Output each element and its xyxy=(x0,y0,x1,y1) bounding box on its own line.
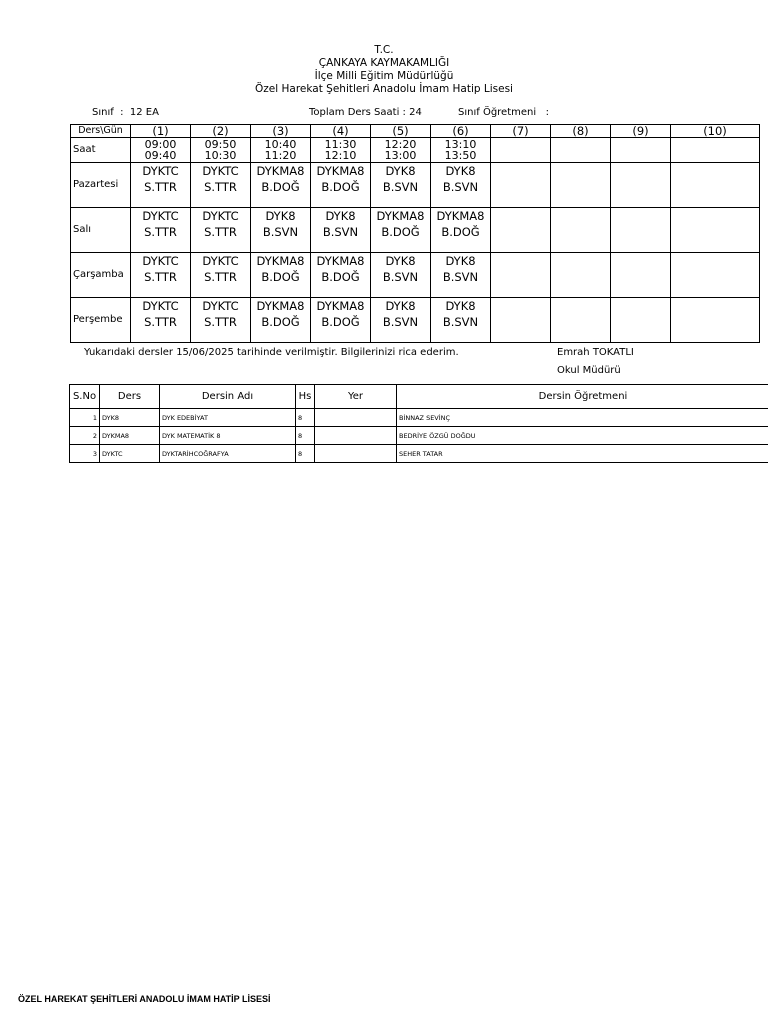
lesson-cell xyxy=(131,163,191,208)
class-info: Sınıf : 12 EA xyxy=(92,107,159,118)
lesson-cell xyxy=(551,208,611,253)
lesson-teacher: B.DOĞ xyxy=(261,180,300,194)
row-sno: 2 xyxy=(70,427,100,445)
row-name: DYK MATEMATİK 8 xyxy=(160,427,296,445)
time-end: 13:50 xyxy=(444,149,477,162)
lesson-teacher: B.DOĞ xyxy=(321,315,360,329)
class-teacher-label: Sınıf Öğretmeni xyxy=(458,107,537,118)
row-hours: 8 xyxy=(296,409,315,427)
lesson-code: DYKMA8 xyxy=(316,299,365,313)
period-header: (5) xyxy=(371,125,431,138)
row-hours: 8 xyxy=(296,427,315,445)
lesson-teacher: B.SVN xyxy=(442,180,479,194)
lesson-cell xyxy=(371,253,431,298)
lesson-cell xyxy=(611,163,671,208)
time-cell xyxy=(431,138,491,163)
time-start: 12:20 xyxy=(384,137,417,151)
lesson-code: DYKMA8 xyxy=(436,209,485,223)
lesson-cell xyxy=(491,163,551,208)
lesson-cell xyxy=(551,253,611,298)
header-line-1: T.C. xyxy=(374,44,394,56)
table-row xyxy=(70,427,768,445)
time-cell xyxy=(611,138,671,163)
lesson-cell xyxy=(251,208,311,253)
lesson-cell xyxy=(611,208,671,253)
class-teacher: Sınıf Öğretmeni : xyxy=(458,107,550,118)
lesson-cell xyxy=(671,253,760,298)
lesson-code: DYKTC xyxy=(142,299,179,313)
time-row xyxy=(71,138,760,163)
header-line-4: Özel Harekat Şehitleri Anadolu İmam Hatip Lisesi xyxy=(255,83,513,95)
lesson-cell xyxy=(311,253,371,298)
time-end: 13:00 xyxy=(384,149,417,162)
time-cell xyxy=(311,138,371,163)
col-hours: Hs xyxy=(296,385,315,409)
lesson-cell xyxy=(191,208,251,253)
lesson-code: DYK8 xyxy=(445,299,476,313)
lesson-cell xyxy=(491,208,551,253)
lesson-teacher: S.TTR xyxy=(144,225,177,239)
period-header: (9) xyxy=(611,125,671,138)
lesson-cell xyxy=(191,163,251,208)
col-code: Ders xyxy=(100,385,160,409)
row-place xyxy=(315,409,397,427)
lesson-teacher: B.SVN xyxy=(322,225,359,239)
time-start: 09:00 xyxy=(144,137,177,151)
time-cell xyxy=(671,138,760,163)
time-start: 10:40 xyxy=(264,137,297,151)
lesson-code: DYK8 xyxy=(385,254,416,268)
lesson-teacher: S.TTR xyxy=(144,270,177,284)
document-header xyxy=(0,44,768,96)
lesson-cell xyxy=(131,208,191,253)
lesson-cell xyxy=(191,253,251,298)
time-cell xyxy=(131,138,191,163)
lesson-cell xyxy=(671,208,760,253)
lesson-code: DYKTC xyxy=(202,299,239,313)
table-row xyxy=(70,409,768,427)
time-cell xyxy=(491,138,551,163)
day-row xyxy=(71,163,760,208)
lesson-cell xyxy=(431,253,491,298)
lesson-teacher: S.TTR xyxy=(204,270,237,284)
lesson-list-header xyxy=(70,385,768,409)
lesson-teacher: B.DOĞ xyxy=(321,270,360,284)
period-header: (3) xyxy=(251,125,311,138)
lesson-code: DYKTC xyxy=(142,254,179,268)
period-header: (7) xyxy=(491,125,551,138)
lesson-code: DYK8 xyxy=(265,209,296,223)
lesson-code: DYKTC xyxy=(142,164,179,178)
day-row xyxy=(71,253,760,298)
row-name: DYK EDEBİYAT xyxy=(160,409,296,427)
total-hours: Toplam Ders Saati : 24 xyxy=(309,107,422,118)
lesson-teacher: B.SVN xyxy=(382,180,419,194)
lesson-teacher: B.SVN xyxy=(442,270,479,284)
lesson-code: DYKMA8 xyxy=(256,164,305,178)
time-start: 13:10 xyxy=(444,137,477,151)
lesson-teacher: B.SVN xyxy=(262,225,299,239)
footer-school-name: ÖZEL HAREKAT ŞEHİTLERİ ANADOLU İMAM HATİP LİSESİ xyxy=(18,994,271,1004)
time-end: 11:20 xyxy=(264,149,297,162)
lesson-cell xyxy=(491,253,551,298)
lesson-cell xyxy=(491,298,551,343)
row-sno: 1 xyxy=(70,409,100,427)
row-hours: 8 xyxy=(296,445,315,463)
row-place xyxy=(315,445,397,463)
corner-label: Ders\Gün xyxy=(71,125,131,138)
lesson-code: DYKMA8 xyxy=(316,164,365,178)
signer-name: Emrah TOKATLI xyxy=(557,347,634,358)
lesson-cell xyxy=(191,298,251,343)
lesson-teacher: S.TTR xyxy=(144,315,177,329)
signer-title: Okul Müdürü xyxy=(557,365,621,376)
lesson-cell xyxy=(251,298,311,343)
lesson-code: DYKMA8 xyxy=(256,299,305,313)
lesson-teacher: B.DOĞ xyxy=(441,225,480,239)
lesson-cell xyxy=(311,298,371,343)
lesson-code: DYKMA8 xyxy=(256,254,305,268)
time-end: 09:40 xyxy=(144,149,177,162)
col-teacher: Dersin Öğretmeni xyxy=(397,385,768,409)
lesson-cell xyxy=(131,298,191,343)
lesson-cell xyxy=(251,253,311,298)
lesson-teacher: B.DOĞ xyxy=(261,315,300,329)
lesson-code: DYKMA8 xyxy=(376,209,425,223)
lesson-code: DYK8 xyxy=(385,164,416,178)
total-hours-label: Toplam Ders Saati xyxy=(309,107,400,118)
lesson-teacher: S.TTR xyxy=(144,180,177,194)
lesson-teacher: B.SVN xyxy=(382,270,419,284)
class-label: Sınıf xyxy=(92,107,114,118)
lesson-cell xyxy=(251,163,311,208)
lesson-code: DYK8 xyxy=(325,209,356,223)
lesson-teacher: S.TTR xyxy=(204,225,237,239)
lesson-cell xyxy=(671,298,760,343)
lesson-cell xyxy=(611,253,671,298)
row-teacher: SEHER TATAR xyxy=(397,445,768,463)
lesson-cell xyxy=(431,208,491,253)
lesson-teacher: B.DOĞ xyxy=(381,225,420,239)
period-header: (6) xyxy=(431,125,491,138)
row-sno: 3 xyxy=(70,445,100,463)
time-label: Saat xyxy=(71,138,131,163)
lesson-cell xyxy=(371,208,431,253)
col-name: Dersin Adı xyxy=(160,385,296,409)
day-label: Çarşamba xyxy=(71,253,131,298)
row-place xyxy=(315,427,397,445)
time-start: 11:30 xyxy=(324,137,357,151)
header-line-2: ÇANKAYA KAYMAKAMLIĞI xyxy=(318,57,450,69)
col-place: Yer xyxy=(315,385,397,409)
lesson-code: DYK8 xyxy=(445,254,476,268)
day-label: Pazartesi xyxy=(71,163,131,208)
row-teacher: BİNNAZ SEVİNÇ xyxy=(397,409,768,427)
lesson-cell xyxy=(311,208,371,253)
row-code: DYKMA8 xyxy=(100,427,160,445)
time-cell xyxy=(371,138,431,163)
lesson-code: DYKTC xyxy=(202,254,239,268)
row-code: DYKTC xyxy=(100,445,160,463)
time-end: 10:30 xyxy=(204,149,237,162)
time-end: 12:10 xyxy=(324,149,357,162)
day-label: Salı xyxy=(71,208,131,253)
lesson-cell xyxy=(431,298,491,343)
time-start: 09:50 xyxy=(204,137,237,151)
period-header: (2) xyxy=(191,125,251,138)
lesson-code: DYK8 xyxy=(385,299,416,313)
day-row xyxy=(71,208,760,253)
lesson-list-table xyxy=(69,384,768,463)
period-header: (4) xyxy=(311,125,371,138)
day-row xyxy=(71,298,760,343)
row-code: DYK8 xyxy=(100,409,160,427)
issue-note: Yukarıdaki dersler 15/06/2025 tarihinde verilmiştir. Bilgilerinizi rica ederim. xyxy=(84,347,459,358)
lesson-teacher: B.DOĞ xyxy=(321,180,360,194)
lesson-cell xyxy=(551,163,611,208)
lesson-code: DYKMA8 xyxy=(316,254,365,268)
time-cell xyxy=(191,138,251,163)
lesson-teacher: S.TTR xyxy=(204,315,237,329)
total-hours-value: 24 xyxy=(409,107,422,118)
lesson-code: DYK8 xyxy=(445,164,476,178)
lesson-code: DYKTC xyxy=(142,209,179,223)
lesson-code: DYKTC xyxy=(202,209,239,223)
lesson-cell xyxy=(551,298,611,343)
col-sno: S.No xyxy=(70,385,100,409)
lesson-cell xyxy=(371,298,431,343)
period-header: (10) xyxy=(671,125,760,138)
table-row xyxy=(70,445,768,463)
lesson-cell xyxy=(671,163,760,208)
lesson-cell xyxy=(431,163,491,208)
day-label: Perşembe xyxy=(71,298,131,343)
period-header: (8) xyxy=(551,125,611,138)
lesson-cell xyxy=(611,298,671,343)
time-cell xyxy=(551,138,611,163)
lesson-cell xyxy=(131,253,191,298)
lesson-teacher: B.SVN xyxy=(442,315,479,329)
lesson-cell xyxy=(371,163,431,208)
class-value: 12 EA xyxy=(129,107,159,118)
row-teacher: BEDRİYE ÖZGÜ DOĞDU xyxy=(397,427,768,445)
header-line-3: İlçe Milli Eğitim Müdürlüğü xyxy=(314,70,454,82)
period-header: (1) xyxy=(131,125,191,138)
schedule-table xyxy=(70,124,760,343)
row-name: DYKTARİHCOĞRAFYA xyxy=(160,445,296,463)
lesson-teacher: B.DOĞ xyxy=(261,270,300,284)
lesson-teacher: B.SVN xyxy=(382,315,419,329)
lesson-cell xyxy=(311,163,371,208)
time-cell xyxy=(251,138,311,163)
lesson-code: DYKTC xyxy=(202,164,239,178)
period-header-row xyxy=(71,125,760,138)
lesson-teacher: S.TTR xyxy=(204,180,237,194)
